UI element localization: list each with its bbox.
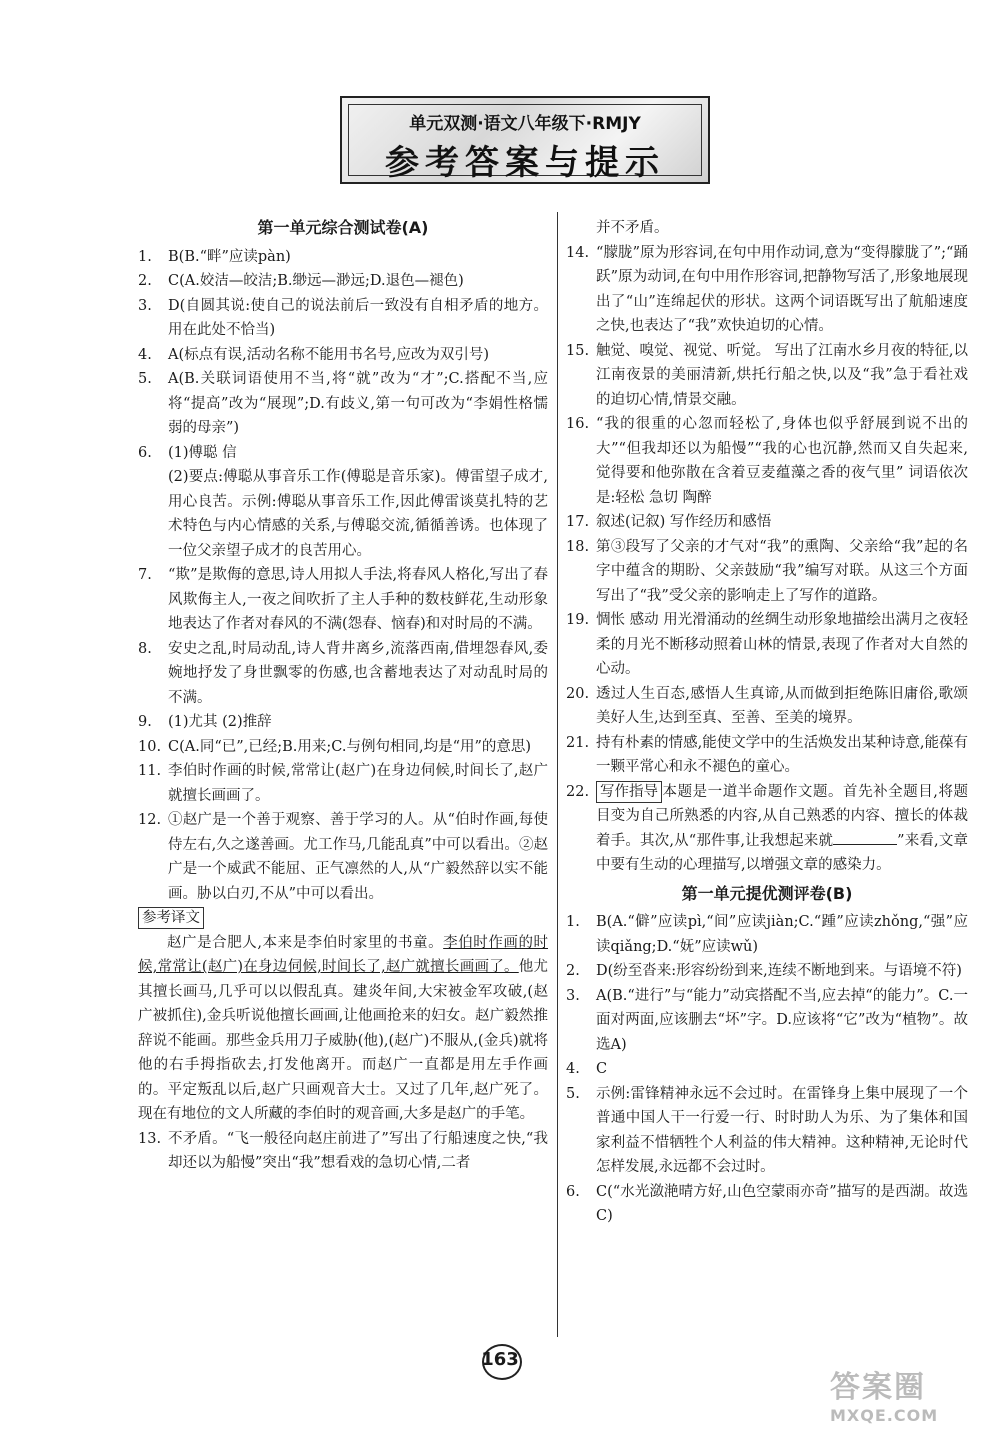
answer-item: 7. “欺”是欺侮的意思,诗人用拟人手法,将春风人格化,写出了春风欺侮主人,一夜之间吹折了主人手种的数枝鲜花,生动形象地表达了作者对春风的不满(怨春、恼春)和对时局的不满。	[138, 567, 548, 632]
answer-item: 15. 触觉、嗅觉、视觉、听觉。 写出了江南水乡月夜的特征,以江南夜景的美丽清新,烘托行船之快,以及“我”急于看社戏的迫切心情,情景交融。	[566, 342, 968, 408]
answer-item: 21. 持有朴素的情感,能使文学中的生活焕发出某种诗意,能葆有一颗平常心和永不褪色的童心。	[566, 734, 968, 775]
answer-item: 6. (1)傅聪 信	[138, 444, 237, 461]
answer-item: 12. ①赵广是一个善于观察、善于学习的人。从“伯时作画,每使侍左右,久之遂善画。尤工作马,几能乱真”中可以看出。②赵广是一个威武不能屈、正气凛然的人,从“广毅然辞以实不能画。胁以白刃,不从”中可以看出。	[138, 812, 548, 902]
answer-item: 10. C(A.同“已”,已经;B.用来;C.与例句相同,均是“用”的意思)	[138, 738, 532, 755]
answer-item: 5. 示例:雷锋精神永远不会过时。在雷锋身上集中展现了一个普通中国人干一行爱一行、时时助人为乐、为了集体和国家利益不惜牺牲个人利益的伟大精神。这种精神,无论时代怎样发展,永远都不会过时。	[566, 1085, 968, 1175]
answer-item: 1. B(A.“僻”应读pì,“间”应读jiàn;C.“踵”应读zhǒng,“强”应读qiǎng;D.“妩”应读wǔ)	[566, 914, 968, 955]
answer-item: 22. 写作指导 本题是一道半命题作文题。首先补全题目,将题目变为自己所熟悉的内容,从自己熟悉的内容、擅长的体裁着手。其次,从“那件事,让我想起来就 ”来看,文章中要有生动的心理描写,以增强文章的感染力。	[566, 780, 968, 878]
watermark-logo: 答案圈 MXQE.COM	[830, 1370, 939, 1425]
answer-item: 16. “我的很重的心忽而轻松了,身体也似乎舒展到说不出的大”“但我却还以为船慢”“我的心也沉静,然而又自失起来,觉得要和他弥散在含着豆麦蕴藻之香的夜气里” 词语依次是:轻松 急切 陶醉	[566, 416, 968, 506]
header-banner	[340, 96, 710, 184]
section-title-a: 第一单元综合测试卷(A)	[257, 218, 429, 237]
answer-item: 9. (1)尤其 (2)推辞	[138, 714, 272, 730]
answer-item: 2. C(A.姣洁—皎洁;B.缈远—渺远;D.退色—褪色)	[138, 273, 464, 289]
answer-item: 3. A(B.“进行”与“能力”动宾搭配不当,应去掉“的能力”。C.一面对两面,应该删去“坏”字。D.应该将“它”改为“植物”。故选A)	[566, 987, 968, 1053]
answer-item: 6. C(“水光潋滟晴方好,山色空蒙雨亦奇”描写的是西湖。故选C)	[566, 1183, 968, 1224]
answer-item: 11. 李伯时作画的时候,常常让(赵广)在身边伺候,时间长了,赵广就擅长画画了。	[138, 763, 548, 804]
right-column	[566, 216, 968, 1229]
answer-item: 17. 叙述(记叙) 写作经历和感悟	[566, 514, 772, 530]
answer-item: 20. 透过人生百态,感悟人生真谛,从而做到拒绝陈旧庸俗,歌颂美好人生,达到至真、至善、至美的境界。	[566, 685, 968, 726]
answer-item: 18. 第③段写了父亲的才气对“我”的熏陶、父亲给“我”起的名字中蕴含的期盼、父亲鼓励“我”编写对联。从这三个方面写出了“我”受父亲的影响走上了写作的道路。	[566, 538, 968, 604]
writing-guide-tag: 写作指导	[596, 781, 662, 803]
answer-item: 1. B(B.“畔”应读pàn)	[138, 248, 291, 265]
answer-item: 4. C	[566, 1061, 608, 1077]
answer-item: 19. 惆怅 感动 用光滑涌动的丝绸生动形象地描绘出满月之夜轻柔的月光不断移动照着山林的情景,表现了作者对大自然的心动。	[566, 612, 968, 677]
section-title-b: 第一单元提优测评卷(B)	[681, 883, 853, 903]
column-divider	[557, 212, 558, 1337]
page-title: 参考答案与提示	[385, 143, 665, 183]
answer-continuation: 并不矛盾。	[596, 220, 669, 236]
answer-item: 13. 不矛盾。“飞一般径向赵庄前进了”写出了行船速度之快,“我却还以为船慢”突出“我”想看戏的急切心情,二者	[138, 1130, 548, 1171]
translation-text: 赵广是合肥人,本来是李伯时家里的书童。李伯时作画的时候,常常让(赵广)在身边伺候,时间长了,赵广就擅长画画了。他尤其擅长画马,几乎可以以假乱真。建炎年间,大宋被金军攻破,(赵广被抓住),金兵听说他擅长画画,让他画抢来的妇女。赵广毅然推辞说不能画。那些金兵用刀子威胁(他),(赵广)不服从,(金兵)就将他的右手拇指砍去,打发他离开。而赵广一直都是用左手作画的。平定叛乱以后,赵广只画观音大士。又过了几年,赵广死了。现在有地位的文人所藏的李伯时的观音画,大多是赵广的手笔。	[138, 934, 549, 1122]
underlined-translation: 李伯时作画的时候,常常让(赵广)在身边伺候,时间长了,赵广就擅长画画了。	[138, 934, 549, 975]
fill-in-blank	[833, 830, 897, 845]
page-number: 163	[472, 1340, 528, 1380]
answer-item: 4. A(标点有误,活动名称不能用书名号,应改为双引号)	[138, 346, 490, 363]
answer-item: 2. D(纷至沓来:形容纷纷到来,连续不断地到来。与语境不符)	[566, 963, 962, 979]
answer-item: 14. “朦胧”原为形容词,在句中用作动词,意为“变得朦胧了”;“踊跃”原为动词,在句中用作形容词,把静物写活了,形象地展现出了“山”连绵起伏的形状。这两个词语既写出了航船速度之快,也表达了“我”欢快迫切的心情。	[566, 244, 968, 334]
book-series: 单元双测·语文八年级下·RMJY	[409, 114, 641, 134]
answer-continuation: (2)要点:傅聪从事音乐工作(傅聪是音乐家)。傅雷望子成才,用心良苦。示例:傅聪从事音乐工作,因此傅雷谈莫扎特的艺术特色与内心情感的关系,与傅聪交流,循循善诱。也体现了一位父亲望子成才的良苦用心。	[168, 469, 548, 559]
answer-item: 3. D(自圆其说:使自己的说法前后一致没有自相矛盾的地方。用在此处不恰当)	[138, 297, 548, 338]
header-inner-frame	[348, 104, 702, 183]
answer-item: 8. 安史之乱,时局动乱,诗人背井离乡,流落西南,借埋怨春风,委婉地抒发了身世飘零的伤感,也含蓄地表达了对动乱时局的不满。	[138, 640, 548, 706]
answer-item: 5. A(B.关联词语使用不当,将“就”改为“才”;C.搭配不当,应将“提高”改为“展现”;D.有歧义,第一句可改为“李娟性格懦弱的母亲”)	[138, 371, 548, 436]
translation-heading	[138, 906, 548, 931]
translation-tag: 参考译文	[138, 907, 204, 929]
left-column	[138, 212, 548, 1176]
